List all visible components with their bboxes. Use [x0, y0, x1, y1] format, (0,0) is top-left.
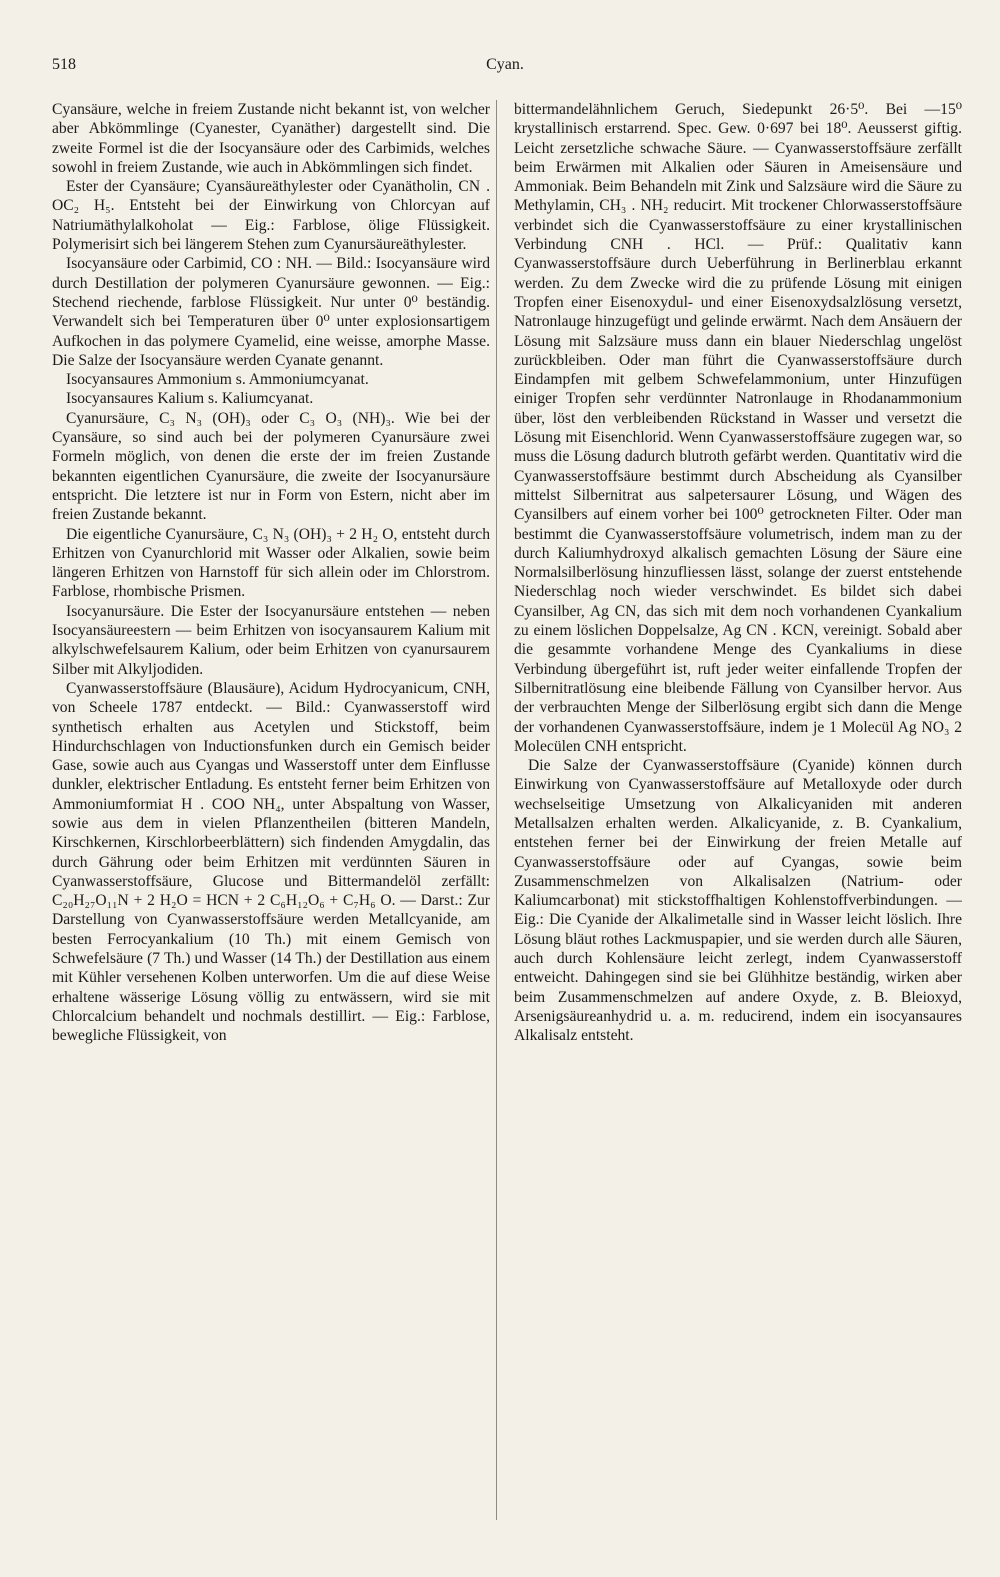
paragraph: Die Salze der Cyanwasserstoffsäure (Cyanide) können durch Einwirkung von Cyanwasserstoffsäure auf Metalloxyde oder durch wechselseitige Umsetzung von Alkalicyaniden mit anderen Metallsalzen erhalten werden. Alkalicyanide, z. B. Cyankalium, entstehen ferner bei der Einwirkung der freien Metalle auf Cyanwasserstoffsäure oder auf Cyangas, sowie beim Zusammenschmelzen von Alkalisalzen (Natrium- oder Kaliumcarbonat) mit stickstoffhaltigen Kohlenstoffverbindungen. — Eig.: Die Cyanide der Alkalimetalle sind in Wasser leicht löslich. Ihre Lösung bläut rothes Lackmuspapier, und sie werden durch alle Säuren, auch durch Kohlensäure leicht zerlegt, indem Cyanwasserstoff entweicht. Dahingegen sind sie bei Glühhitze beständig, wirken aber beim Zusammenschmelzen auf andere Oxyde, z. B. Bleioxyd, Arsenigsäureanhydrid u. a. m. reducirend, indem ein isocyansaures Alkalisalz entsteht.	[514, 757, 962, 1045]
left-column	[52, 100, 490, 1545]
running-head	[52, 56, 958, 80]
text-columns	[52, 100, 962, 1545]
paragraph: Ester der Cyansäure; Cyansäureäthylester oder Cyanätholin, CN . OC₂ H₅. Entsteht bei der Einwirkung von Chlorcyan auf Natriumäthylalkoholat — Eig.: Farblose, ölige Flüssigkeit. Polymerisirt sich bei längerem Stehen zum Cyanursäureäthylester.	[52, 178, 490, 254]
paragraph: Isocyansaures Ammonium s. Ammoniumcyanat.	[66, 371, 369, 389]
paragraph: Cyanursäure, C₃ N₃ (OH)₃ oder C₃ O₃ (NH)₃. Wie bei der Cyansäure, so sind auch bei der polymeren Cyanursäure zwei Formeln möglich, von denen die erste der im freien Zustande bekannten eigentlichen Cyanursäure, die zweite der Isocyanursäure entspricht. Die letztere ist nur in Form von Estern, nicht aber im freien Zustande bekannt.	[52, 409, 490, 524]
paragraph: Isocyansaures Kalium s. Kaliumcyanat.	[66, 390, 314, 408]
paragraph: Die eigentliche Cyanursäure, C₃ N₃ (OH)₃ + 2 H₂ O, entsteht durch Erhitzen von Cyanurchlorid mit Wasser oder Alkalien, sowie beim längeren Erhitzen von Harnstoff für sich allein oder im Chlorstrom. Farblose, rhombische Prismen.	[52, 525, 490, 601]
paragraph: Cyansäure, welche in freiem Zustande nicht bekannt ist, von welcher aber Abkömmlinge (Cyanester, Cyanäther) dargestellt sind. Die zweite Formel ist die der Isocyansäure oder des Carbimids, welches sowohl in freiem Zustande, wie auch in Abkömmlingen sich findet.	[52, 101, 490, 176]
right-column	[514, 100, 962, 1545]
paragraph: Cyanwasserstoffsäure (Blausäure), Acidum Hydrocyanicum, CNH, von Scheele 1787 entdeckt. — Bild.: Cyanwasserstoff wird synthetisch erhalten aus Acetylen und Stickstoff, beim Hindurchschlagen von Inductionsfunken durch ein Gemisch beider Gase, sowie auch aus Cyangas und Wasserstoff unter dem Einflusse dunkler, elektrischer Entladung. Es entsteht ferner beim Erhitzen von Ammoniumformiat H . COO NH₄, unter Abspaltung von Wasser, sowie aus dem in vielen Pflanzentheilen (bitteren Mandeln, Kirschkernen, Kirschlorbeerblättern) sich findenden Amygdalin, das durch Gährung oder beim Erhitzen mit verdünnten Säuren in Cyanwasserstoffsäure, Glucose und Bittermandelöl zerfällt: C₂₀H₂₇O₁₁N + 2 H₂O = HCN + 2 C₆H₁₂O₆ + C₇H₆ O. — Darst.: Zur Darstellung von Cyanwasserstoffsäure werden Metallcyanide, am besten Ferrocyankalium (10 Th.) mit einem Gemisch von Schwefelsäure (7 Th.) und Wasser (14 Th.) der Destillation aus einem mit Kühler versehenen Kolben unterworfen. Um die auf diese Weise erhaltene wässerige Lösung völlig zu entwässern, wird sie mit Chlorcalcium behandelt und nochmals destillirt. — Eig.: Farblose, bewegliche Flüssigkeit, von	[52, 679, 490, 1045]
paragraph: Isocyansäure oder Carbimid, CO : NH. — Bild.: Isocyansäure wird durch Destillation der polymeren Cyanursäure gewonnen. — Eig.: Stechend riechende, farblose Flüssigkeit. Nur unter 0⁰ beständig. Verwandelt sich bei Temperaturen über 0⁰ unter explosionsartigem Aufkochen in das polymere Cyamelid, eine weisse, amorphe Masse. Die Salze der Isocyansäure werden Cyanate genannt.	[52, 255, 490, 369]
page-title: Cyan.	[486, 56, 524, 73]
paragraph: bittermandelähnlichem Geruch, Siedepunkt 26·5⁰. Bei —15⁰ krystallinisch erstarrend. Spec. Gew. 0·697 bei 18⁰. Aeusserst giftig. Leicht zersetzliche schwache Säure. — Cyanwasserstoffsäure zerfällt beim Erwärmen mit Alkalien oder Säuren in Ameisensäure und Ammoniak. Beim Behandeln mit Zink und Salzsäure wird die Säure zu Methylamin, CH₃ . NH₂ reducirt. Mit trockener Chlorwasserstoffsäure verbindet sich die Cyanwasserstoffsäure zu einer krystallinischen Verbindung CNH . HCl. — Prüf.: Qualitativ kann Cyanwasserstoffsäure durch Ueberführung in Berlinerblau erkannt werden. Zu dem Zwecke wird die zu prüfende Lösung mit einigen Tropfen einer Eisenoxydul- und einer Eisenoxydsalzlösung versetzt, Natronlauge hinzugefügt und gelinde erwärmt. Nach dem Ansäuern der Lösung mit Salzsäure muss dann ein blauer Niederschlag ungelöst zurückbleiben. Oder man führt die Cyanwasserstoffsäure durch Eindampfen mit gelbem Schwefelammonium, unter Hinzufügen einiger Tropfen sehr verdünnter Natronlauge in Rhodanammonium über, löst den verbleibenden Rückstand in Wasser und versetzt die Lösung mit Eisenchlorid. Wenn Cyanwasserstoffsäure zugegen war, so muss die Lösung dadurch blutroth gefärbt werden. Quantitativ wird die Cyanwasserstoffsäure bestimmt durch Abscheidung als Cyansilber mittelst Silbernitrat aus salpetersaurer Lösung, und Wägen des Cyansilbers auf einem vorher bei 100⁰ getrockneten Filter. Oder man bestimmt die Cyanwasserstoffsäure volumetrisch, indem man zu der durch Kaliumhydroxyd alkalisch gemachten Lösung der Säure eine Normalsilberlösung hinzufliessen lässt, solange der zuerst entstehende Niederschlag noch wieder verschwindet. Es bildet sich dabei Cyansilber, Ag CN, das sich mit dem noch vorhandenen Cyankalium zu einem löslichen Doppelsalze, Ag CN . KCN, vereinigt. Sobald aber die gesammte vorhandene Menge des Cyankaliums in diese Verbindung übergeführt ist, ruft jeder weiter einfallende Tropfen der Silbernitratlösung eine bleibende Fällung von Cyansilber hervor. Aus der verbrauchten Menge der Silberlösung ergibt sich dann die Menge der vorhandenen Cyanwasserstoffsäure, indem je 1 Molecül Ag NO₃ 2 Molecülen CNH entspricht.	[514, 101, 962, 755]
page-number: 518	[52, 56, 76, 73]
paragraph: Isocyanursäure. Die Ester der Isocyanursäure entstehen — neben Isocyansäureestern — beim Erhitzen von isocyansaurem Kalium mit alkylschwefelsaurem Kalium, oder beim Erhitzen von cyanursaurem Silber mit Alkyljodiden.	[52, 602, 490, 678]
